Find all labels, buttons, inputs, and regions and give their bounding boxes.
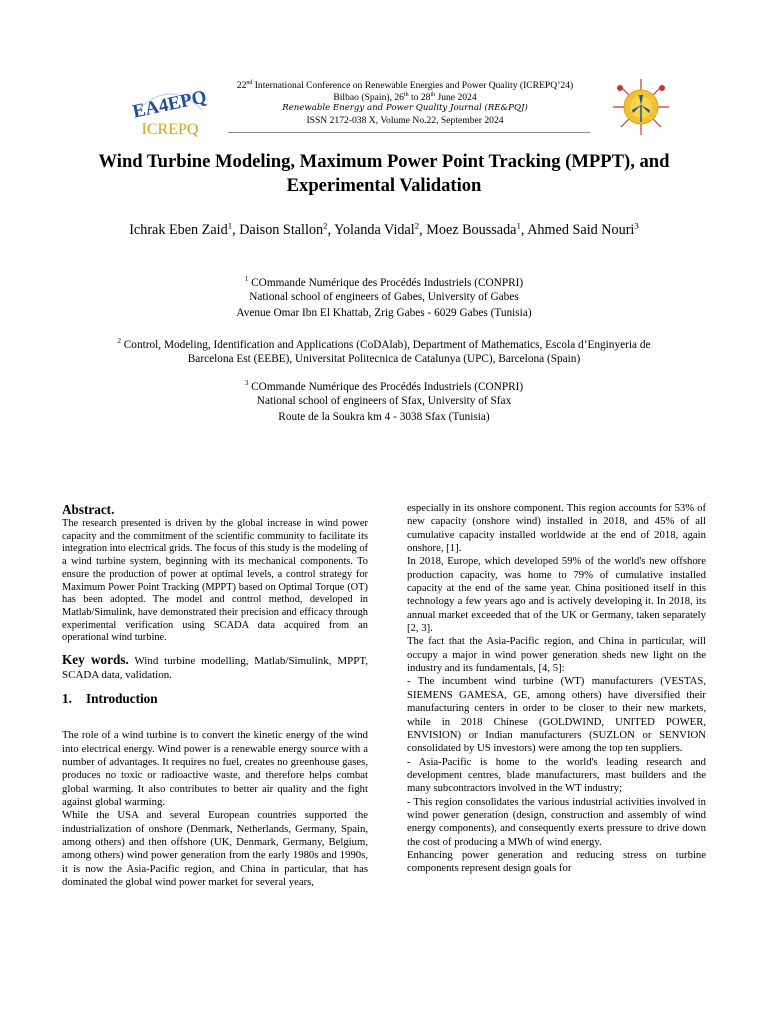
affiliation-3: $^3$ COmmande Numérique des Procédés Industriels (CONPRI) National school of engineers of Sfax, University of Sfax Route de la Soukra km 4 - 3038 Sfax (Tunisia) <box>244 379 524 424</box>
author: Ahmed Said Nouri$^3$ <box>527 220 639 238</box>
author: Ichrak Eben Zaid$^1$, <box>129 220 240 238</box>
paragraph: While the USA and several European countries supported the industrialization of onshore (Denmark, Netherlands, Germany, Spain, among others) and then offshore (UK, Denmark, Germany, Belgium, among others) wind power generation from the early 1980s and 1990s, it is now the Asia-Pacific region, and China in particular, that has dominated the global wind power market for several years, <box>62 809 368 889</box>
wind-sun-logo <box>606 76 676 138</box>
affiliation-1: $^1$ COmmande Numérique des Procédés Industriels (CONPRI) National school of engineers of Gabes, University of Gabes Avenue Omar Ibn El Khattab, Zrig Gabes - 6029 Gabes (Tunisia) <box>236 275 532 320</box>
list-item: - Asia-Pacific is home to the world's leading research and development centres, blade manufacturers, mast builders and the many subcontractors involved in the WT industry; <box>407 755 706 795</box>
abstract-heading: Abstract. <box>62 502 115 517</box>
logo-left-top-text: EA4EPQ <box>130 86 209 123</box>
list-item: - The incumbent wind turbine (WT) manufacturers (VESTAS, SIEMENS GAMESA, GE, among others) have diversified their manufacturing centers in order to be closer to their new markets, while in 2018 Chinese (GOLDWIND, UNITED POWER, ENVISION) or Indian manufacturers (SUZLON or SENVION consolidated by US investors) were among the top ten suppliers. <box>407 675 706 755</box>
paragraph: especially in its onshore component. This region accounts for 53% of new capacity (onshore wind) installed in 2018, and 45% of all cumulative capacity installed worldwide at the end of 2018, again onshore, [1]. <box>407 502 706 555</box>
author: Daison Stallon$^2$, <box>239 220 335 238</box>
abstract-text: The research presented is driven by the global increase in wind power capacity and the commitment of the scientific community to facilitate its integration into electrical grids. The focus of this study is the modeling of a wind turbine system, beginning with its mechanical components. To ensure the production of power at optimal levels, a control strategy for Maximum Power Point Tracking (MPPT) based on Optimal Torque (OT) has been adopted. The model and control method, developed in Matlab/Simulink, have demonstrated their precision and efficacy through experimental verification using SCADA data acquired from an operational wind turbine. <box>62 518 368 644</box>
paragraph: In 2018, Europe, which developed 59% of the world's new offshore production capacity, was home to 79% of cumulative installed capacity at the end of the same year. China positioned itself in this technology a few years ago and is actively developing it. In 2018, its annual market exceeded that of the UK or Germany, taken separately [2, 3]. <box>407 555 706 635</box>
paper-title: Wind Turbine Modeling, Maximum Power Point Tracking (MPPT), and Experimental Validation <box>98 151 670 196</box>
paragraph: Enhancing power generation and reducing stress on turbine components represent design goals for <box>407 848 706 875</box>
header-rule <box>228 132 590 133</box>
paragraph: The role of a wind turbine is to convert the kinetic energy of the wind into electrical energy. Wind power is a renewable energy source with a number of advantages. It requires no fuel, creates no greenhouse gases, produces no toxic or radioactive waste, and therefore helps combat global warming. It also contributes to better air quality and the fight against global warming. <box>62 729 368 809</box>
conference-header <box>215 80 595 126</box>
keywords: Key words. Wind turbine modelling, Matlab/Simulink, MPPT, SCADA data, validation. <box>62 652 368 682</box>
list-item: - This region consolidates the various industrial activities involved in wind power generation (design, construction and assembly of wind energy components), and consequently exerts pressure to drive down the cost of producing a MWh of wind energy. <box>407 795 706 848</box>
conference-name: 22nd International Conference on Renewable Energies and Power Quality (ICREPQ’24) <box>236 79 574 91</box>
ea4epq-logo <box>130 76 210 138</box>
logo-left-bottom-text: ICREPQ <box>141 121 199 138</box>
author-list <box>50 221 718 239</box>
section-heading-introduction: 1. Introduction <box>62 691 158 707</box>
issn-line: ISSN 2172-038 X, Volume No.22, September 2024 <box>306 114 504 126</box>
author: Yolanda Vidal$^2$, <box>334 220 427 238</box>
conference-location: Bilbao (Spain), 26th to 28th June 2024 <box>333 91 477 103</box>
journal-name: Renewable Energy and Power Quality Journal (RE&PQJ) <box>282 103 528 114</box>
author: Moez Boussada$^1$, <box>426 220 528 238</box>
left-column <box>62 502 368 890</box>
paragraph: The fact that the Asia-Pacific region, and China in particular, will occupy a major in wind power generation sheds new light on the industry and its fundamentals, [4, 5]: <box>407 635 706 675</box>
affiliation-2: $^2$ Control, Modeling, Identification and Applications (CoDAlab), Department of Mathematics, Escola d’Enginyeria de Barcelona Est (EEBE), Universitat Politecnica de Catalunya (UPC), Barcelona (Spain) <box>117 337 651 366</box>
right-column <box>407 502 706 876</box>
